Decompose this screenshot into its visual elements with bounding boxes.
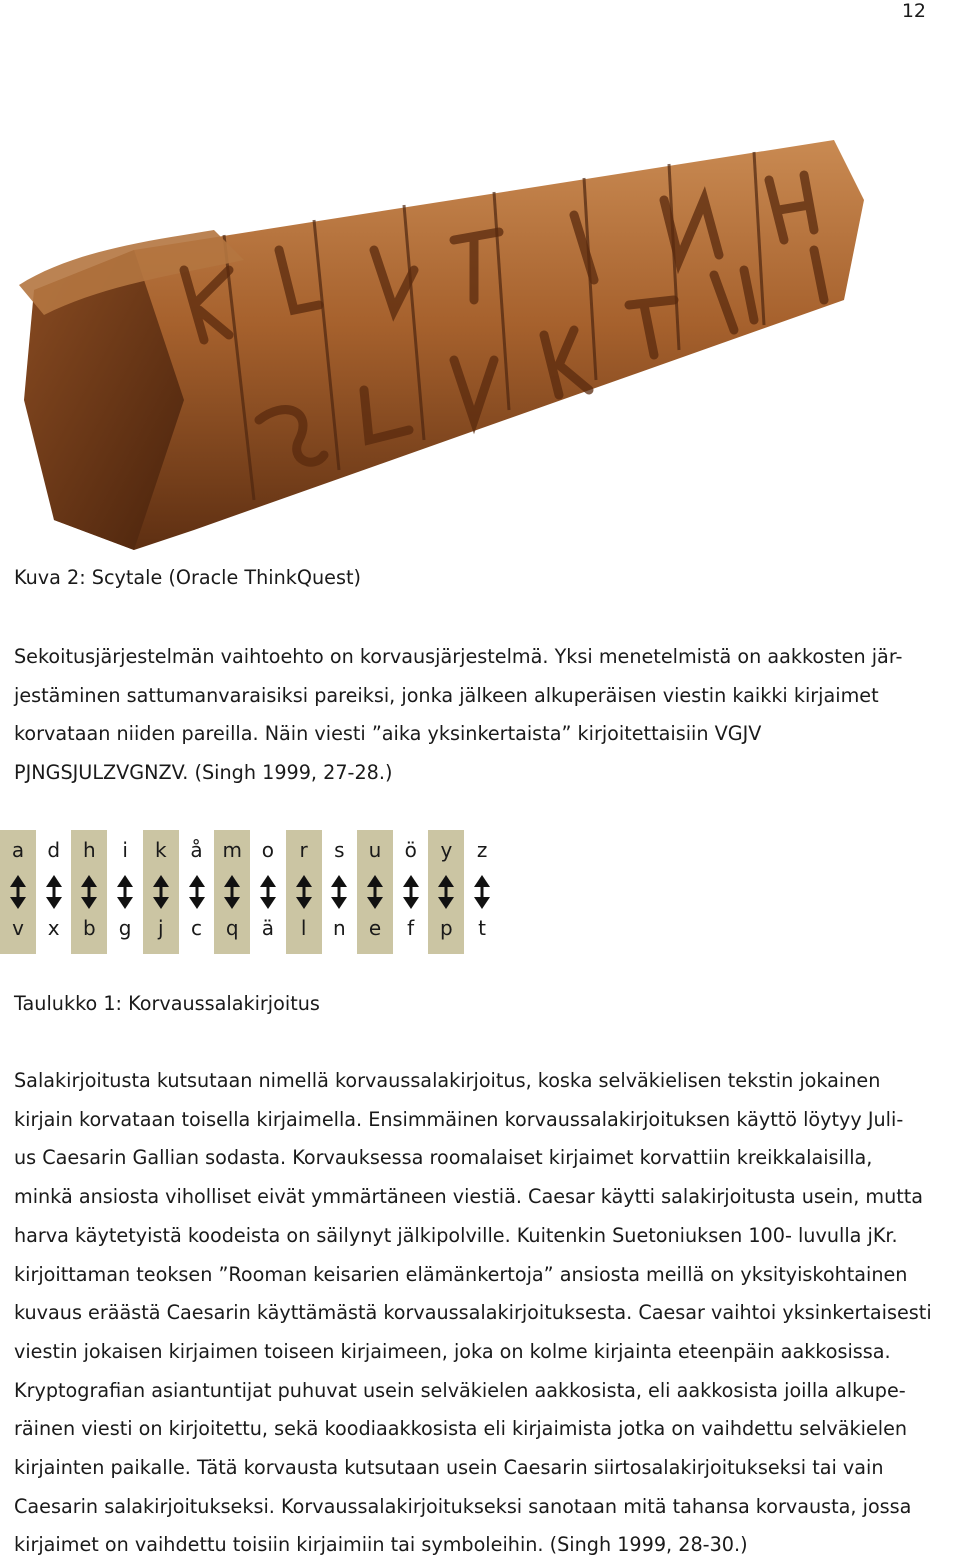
table-column (321, 830, 357, 954)
table-column (250, 830, 286, 954)
text-line: Sekoitusjärjestelmän vaihtoehto on korvausjärjestelmä. Yksi menetelmistä on aakkosten jär- (14, 645, 903, 668)
text-line: us Caesarin Gallian sodasta. Korvauksessa roomalaiset kirjaimet korvattiin kreikkalaisilla, (14, 1146, 873, 1170)
cipher-letter: x (47, 916, 60, 940)
text-line: jestäminen sattumanvaraisiksi pareiksi, jonka jälkeen alkuperäisen viestin kaikki kirjaimet (14, 683, 879, 707)
cipher-letter: e (368, 916, 382, 940)
paragraph-caesar (14, 1062, 954, 1565)
text-line: Caesarin salakirjoitukseksi. Korvaussalakirjoitukseksi sanotaan mitä tahansa korvausta, jossa (14, 1494, 912, 1518)
table-column (179, 830, 215, 954)
page-number: 12 (901, 0, 926, 22)
plain-letter: i (122, 838, 128, 862)
double-arrow-icon (8, 874, 28, 910)
text-line: Salakirjoitusta kutsutaan nimellä korvaussalakirjoitus, koska selväkielisen tekstin jokainen (14, 1069, 881, 1092)
plain-letter: d (47, 838, 61, 862)
text-line: kirjaimet on vaihdettu toisiin kirjaimiin tai symboleihin. (Singh 1999, 28-30.) (14, 1533, 748, 1557)
text-line: PJNGSJULZVGNZV. (Singh 1999, 27-28.) (14, 761, 393, 785)
table-column (143, 830, 179, 954)
double-arrow-icon (436, 874, 456, 910)
table-column (286, 830, 322, 954)
plain-letter: å (190, 838, 203, 862)
figure-caption: Kuva 2: Scytale (Oracle ThinkQuest) (14, 566, 361, 589)
table-column (214, 830, 250, 954)
plain-letter: ö (404, 838, 417, 862)
double-arrow-icon (187, 874, 207, 910)
text-line: kuvaus eräästä Caesarin käyttämästä korvaussalakirjoituksesta. Caesar vaihtoi yksinkertaisesti (14, 1301, 932, 1325)
plain-letter: m (222, 838, 242, 862)
text-line: korvataan niiden pareilla. Näin viesti ”aika yksinkertaista” kirjoitettaisiin VGJV (14, 722, 762, 746)
cipher-letter: v (12, 916, 24, 940)
cipher-letter: t (478, 916, 487, 940)
plain-letter: h (83, 838, 96, 862)
text-line: viestin jokaisen kirjaimen toiseen kirjaimeen, joka on kolme kirjainta eteenpäin aakkosissa. (14, 1339, 891, 1363)
plain-letter: z (476, 838, 488, 862)
text-line: harva käytetyistä koodeista on säilynyt jälkipolville. Kuitenkin Suetoniuksen 100- luvulla jKr. (14, 1223, 898, 1247)
plain-letter: u (368, 838, 382, 862)
plain-letter: r (299, 838, 308, 862)
double-arrow-icon (222, 874, 242, 910)
plain-letter: s (334, 838, 345, 862)
cipher-letter: g (118, 916, 132, 940)
table-column (428, 830, 464, 954)
cipher-letter: q (225, 916, 239, 940)
cipher-letter: f (407, 916, 415, 940)
cipher-letter: p (440, 916, 453, 940)
double-arrow-icon (365, 874, 385, 910)
double-arrow-icon (401, 874, 421, 910)
scytale-image (14, 100, 874, 560)
plain-letter: o (261, 838, 275, 862)
cipher-letter: l (300, 916, 307, 940)
table-column (464, 830, 500, 954)
table-column (393, 830, 429, 954)
double-arrow-icon (44, 874, 64, 910)
double-arrow-icon (79, 874, 99, 910)
cipher-letter: c (191, 916, 202, 940)
plain-letter: k (155, 838, 167, 862)
cipher-letter: j (158, 916, 164, 940)
double-arrow-icon (258, 874, 278, 910)
text-line: kirjain korvataan toisella kirjaimella. Ensimmäinen korvaussalakirjoituksen käyttö löytyy Juli- (14, 1107, 904, 1131)
table-column (71, 830, 107, 954)
table-column (36, 830, 72, 954)
cipher-letter: b (83, 916, 96, 940)
text-line: minkä ansiosta viholliset eivät ymmärtäneen viestiä. Caesar käytti salakirjoitusta usein, mutta (14, 1185, 924, 1209)
double-arrow-icon (294, 874, 314, 910)
text-line: kirjainten paikalle. Tätä korvausta kutsutaan usein Caesarin siirtosalakirjoitukseksi tai vain (14, 1456, 884, 1480)
plain-letter: y (440, 838, 453, 862)
double-arrow-icon (115, 874, 135, 910)
paragraph-intro (14, 638, 954, 793)
text-line: kirjoittaman teoksen ”Rooman keisarien elämänkertoja” ansiosta meillä on yksityiskohtainen (14, 1262, 908, 1286)
table-column (107, 830, 143, 954)
double-arrow-icon (329, 874, 349, 910)
double-arrow-icon (151, 874, 171, 910)
cipher-letter: n (332, 916, 346, 940)
table-caption: Taulukko 1: Korvaussalakirjoitus (14, 992, 320, 1015)
table-column (357, 830, 393, 954)
plain-letter: a (11, 838, 25, 862)
text-line: Kryptografian asiantuntijat puhuvat usein selväkielen aakkosista, eli aakkosista joilla alkupe- (14, 1378, 906, 1402)
table-column (0, 830, 36, 954)
text-line: räinen viesti on kirjoitettu, sekä koodiaakkosista eli kirjaimista jotka on vaihdettu selväkielen (14, 1417, 908, 1441)
cipher-letter: ä (261, 916, 275, 940)
double-arrow-icon (472, 874, 492, 910)
